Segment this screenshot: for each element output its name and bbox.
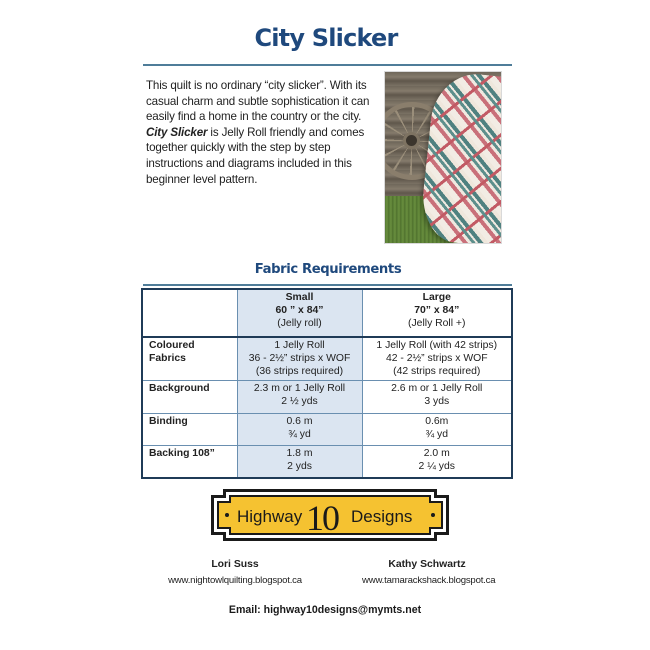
large-cell	[362, 414, 512, 446]
small-cell	[237, 381, 362, 414]
designer-name: Lori Suss	[211, 559, 259, 570]
cell-line: 2.0 m	[423, 448, 450, 460]
header-small	[237, 289, 362, 337]
logo-dot-right	[431, 513, 435, 517]
logo-dot-left	[225, 513, 229, 517]
large-size: 70” x 84”	[414, 304, 460, 316]
cell-line: 2 ½ yds	[281, 396, 318, 408]
page-title: City Slicker	[254, 24, 398, 52]
cell-line: (36 strips required)	[255, 365, 344, 377]
designer-url[interactable]: www.tamarackshack.blogspot.ca	[362, 575, 496, 586]
large-cell	[362, 446, 512, 478]
highway-10-designs-logo	[205, 485, 455, 545]
contact-email[interactable]: Email: highway10designs@mymts.net	[228, 604, 422, 616]
large-cell	[362, 381, 512, 414]
intro-text-start: This quilt is no ordinary “city slicker”. With its casual charm and subtle sophistication it can easily find a home in the country or the city.	[146, 79, 370, 124]
table-header-row	[142, 289, 512, 337]
cell-line: 0.6m	[425, 416, 449, 428]
label-line: Coloured	[149, 340, 195, 351]
cell-line: 2 yds	[287, 461, 312, 473]
designer-url[interactable]: www.nightowlquilting.blogspot.ca	[168, 575, 302, 586]
cell-line: 1 Jelly Roll (with 42 strips)	[376, 340, 498, 351]
intro-emphasis: City Slicker	[146, 125, 208, 139]
wheel-hub	[403, 132, 420, 149]
large-note: (Jelly Roll +)	[408, 317, 466, 329]
fabric-requirements-table	[141, 288, 513, 479]
cell-line: 1 Jelly Roll	[274, 340, 325, 351]
small-name: Small	[285, 292, 314, 303]
cell-line: 2.3 m or 1 Jelly Roll	[253, 383, 346, 395]
small-cell	[237, 446, 362, 478]
designer-name: Kathy Schwartz	[388, 559, 466, 570]
cell-line: 3 yds	[424, 396, 450, 408]
cell-line: 42 - 2½” strips x WOF	[385, 352, 488, 364]
quilt-photo	[384, 71, 502, 244]
row-label	[142, 414, 237, 446]
cell-line: 36 - 2½” strips x WOF	[248, 352, 351, 364]
logo-word-highway: Highway	[237, 507, 303, 526]
small-cell	[237, 414, 362, 446]
logo-number: 10	[306, 498, 338, 538]
row-label	[142, 337, 237, 381]
cell-line: 0.6 m	[286, 416, 313, 428]
small-size: 60 ” x 84”	[275, 304, 324, 316]
small-cell	[237, 337, 362, 381]
cell-line: ¾ yd	[288, 429, 311, 441]
cell-line: ¾ yd	[425, 429, 449, 441]
row-label	[142, 381, 237, 414]
title-divider	[143, 64, 512, 66]
table-row	[142, 414, 512, 446]
small-note: (Jelly roll)	[277, 317, 322, 329]
fabric-divider	[143, 284, 512, 286]
label-line: Backing 108”	[149, 448, 215, 460]
row-label	[142, 446, 237, 478]
header-large	[362, 289, 512, 337]
header-empty-cell	[142, 289, 237, 337]
cell-line: (42 strips required)	[393, 365, 481, 377]
cell-line: 1.8 m	[286, 448, 313, 460]
intro-text-end: is Jelly Roll friendly and comes together quickly with the step by step instructions and diagrams included in this beginner level pattern.	[146, 125, 365, 186]
designer-lori	[155, 559, 315, 586]
cell-line: 2.6 m or 1 Jelly Roll	[391, 383, 483, 395]
logo-word-designs: Designs	[351, 507, 413, 526]
fabric-requirements-title: Fabric Requirements	[254, 262, 402, 277]
table-row	[142, 337, 512, 381]
large-cell	[362, 337, 512, 381]
designer-kathy	[362, 559, 496, 586]
label-line: Binding	[149, 416, 188, 428]
label-line: Background	[149, 383, 210, 395]
large-name: Large	[422, 292, 451, 303]
table-row	[142, 381, 512, 414]
table-row	[142, 446, 512, 478]
intro-paragraph	[146, 78, 378, 187]
label-line: Fabrics	[149, 352, 186, 364]
cell-line: 2 ¼ yds	[418, 461, 455, 473]
